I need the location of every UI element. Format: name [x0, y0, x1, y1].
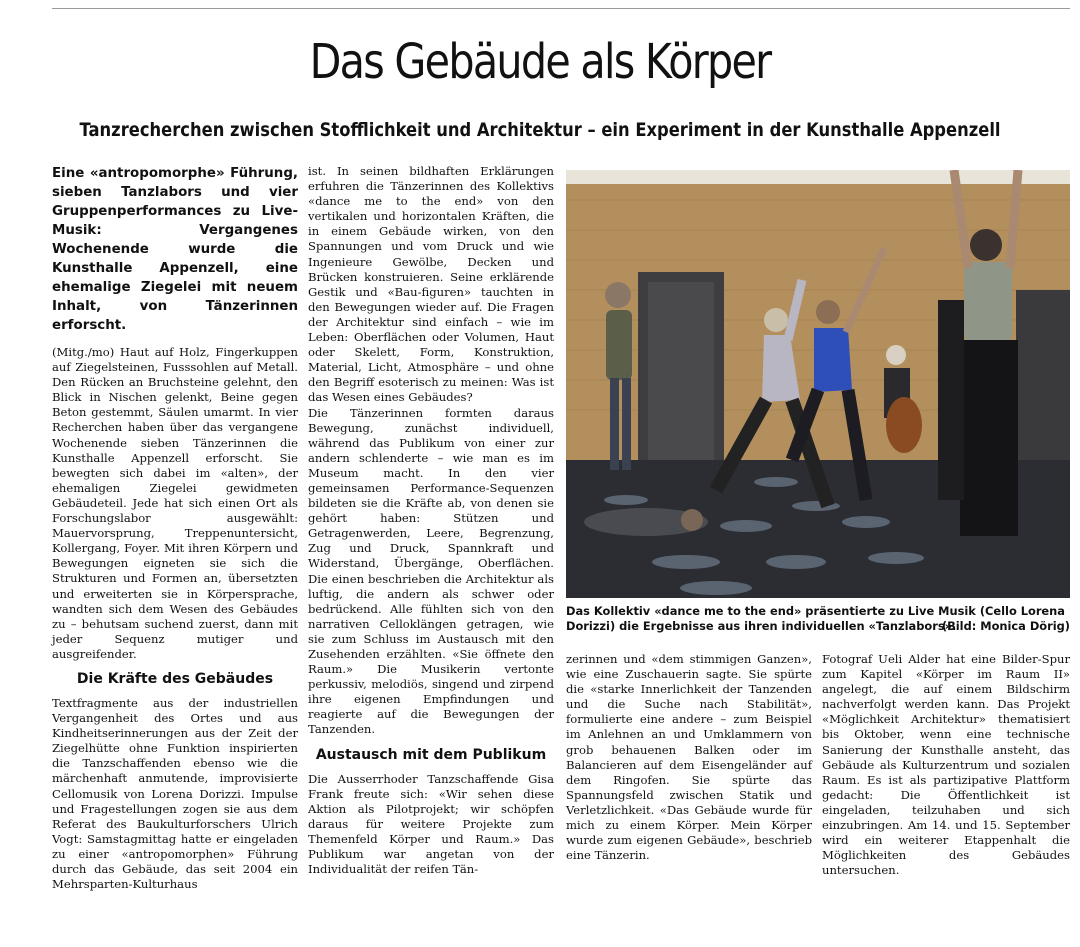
- body-paragraph: Die Tänzerinnen formten daraus Bewegung, zunächst individuell, während das Publikum von einer zur andern schlenderte – wie man es im Museum macht. In den vier gemeinsamen Performance-Sequenzen bildeten sie die Kräfte ab, von denen sie gehört haben: Stützen und Getragenwerden, Leere, Begrenzung, Zug und Druck, Spannkraft und Widerstand, Übergänge, Oberflächen. Die einen beschrieben die Architektur als luftig, die andern als schwer oder bedrückend. Alle fühlten sich von den narrativen Celloklängen getragen, wie sie zum Schluss im Austausch mit den Zusehenden erzählten. «Sie öffnete den Raum.» Die Musikerin vertonte perkussiv, melodiös, singend und zirpend ihre eigenen Empfindungen und reagierte auf die Bewegungen der Tanzenden.: [308, 405, 554, 737]
- subheadline: Tanzrecherchen zwischen Stofflichkeit und Architektur – ein Experiment in der Kunsthalle Appenzell: [79, 119, 1001, 141]
- section-heading: Die Kräfte des Gebäudes: [76, 670, 274, 687]
- dance-photo: [566, 170, 1070, 598]
- top-rule: [52, 8, 1070, 9]
- body-paragraph: (Mitg./mo) Haut auf Holz, Fingerkuppen auf Ziegelsteinen, Fusssohlen auf Metall. Den Rücken an Bruchsteine gelehnt, den Blick in Nischen gelenkt, Beine gegen Beton gestemmt, Säulen umarmt. In vier Recherchen haben über das vergangene Wochenende sieben Tänzerinnen die Kunsthalle Appenzell erforscht. Sie bewegten sich dabei im «alten», der ehemaligen Ziegelei gewidmeten Gebäudeteil. Jede hat sich einen Ort als Forschungslabor ausgewählt: Mauervorsprung, Treppenuntersicht, Kollergang, Foyer. Mit ihren Körpern und Bewegungen eigneten sie sich die Strukturen und Formen an, übersetzten und erweiterten sie in Körpersprache, wandten sich dem Wesen des Gebäudes zu – behutsam suchend zuerst, dann mit jeder Sequenz mutiger und ausgreifender.: [52, 345, 298, 661]
- dance-photo-illustration: [566, 170, 1070, 598]
- body-paragraph: ist. In seinen bildhaften Erklärungen erfuhren die Tänzerinnen des Kollektivs «dance me to the end» von den vertikalen und horizontalen Kräften, die in einem Gebäude wirken, von den Spannungen und vom Druck und wie Ingenieure Gewölbe, Decken und Brücken konstruieren. Seine erklärende Gestik und «Bau-figuren» tauchten in den Bewegungen wieder auf. Die Fragen der Architektur sind einfach – wie im Leben: Oberflächen oder Volumen, Haut oder Skelett, Form, Konstruktion, Material, Licht, Atmosphäre – und ohne den Begriff esoterisch zu meinen: Was ist das Wesen eines Gebäudes?: [308, 164, 554, 405]
- body-paragraph: Textfragmente aus der industriellen Vergangenheit des Ortes und aus Kindheitserinnerungen aus der Zeit der Ziegelhütte ohne Funktion inspirierten die Tanzschaffenden ebenso wie die märchenhaft anmutende, improvisierte Cellomusik von Lorena Dorizzi. Impulse und Fragestellungen zogen sie aus dem Referat des Baukulturforschers Ulrich Vogt: Samstagmittag hatte er eingeladen zu einer «antropomorphen» Führung durch das Gebäude, das seit 2004 ein Mehrsparten-Kulturhaus: [52, 695, 298, 892]
- photo-caption: [566, 604, 1070, 634]
- body-paragraph: Fotograf Ueli Alder hat eine Bilder-Spur zum Kapitel «Körper im Raum II» angelegt, die auf einem Bildschirm nachverfolgt werden kann. Das Projekt «Möglichkeit Architektur» thematisiert bis Oktober, wenn eine technische Sanierung der Kunsthalle ansteht, das Gebäude als Kulturzentrum und sozialen Raum. Es ist als partizipative Plattform gedacht: Die Öffentlichkeit ist eingeladen, teilzuhaben und sich einzubringen. Am 14. und 15. September wird ein weiterer Etappenhalt die Möglichkeiten des Gebäudes untersuchen.: [822, 652, 1070, 878]
- column-2: [308, 164, 554, 877]
- photo-credit: (Bild: Monica Dörig): [941, 619, 1070, 633]
- body-paragraph: Die Ausserrhoder Tanzschaffende Gisa Frank freute sich: «Wir sehen diese Aktion als Pilotprojekt; wir schöpfen daraus für weitere Projekte zum Themenfeld Körper und Raum.» Das Publikum war angetan von der Individualität der reifen Tän-: [308, 771, 554, 877]
- headline: Das Gebäude als Körper: [309, 34, 771, 90]
- section-heading: Austausch mit dem Publikum: [315, 746, 547, 763]
- caption-text: Das Kollektiv «dance me to the end» präsentierte zu Live Musik (Cello Lorena Dorizzi) die Ergebnisse aus ihren individuellen «Tanzlabors».: [566, 604, 1065, 633]
- column-4: [822, 652, 1070, 878]
- lead-paragraph: Eine «antropomorphe» Führung, sieben Tanzlabors und vier Gruppenperformances zu Live-Musik: Vergangenes Wochenende wurde die Kunsthalle Appenzell, eine ehemalige Ziegelei mit neuem Inhalt, von Tänzerinnen erforscht.: [52, 166, 298, 333]
- body-paragraph: zerinnen und «dem stimmigen Ganzen», wie eine Zuschauerin sagte. Sie spürte die «starke Innerlichkeit der Tanzenden und die Suche nach Stabilität», formulierte eine andere – zum Beispiel im Anlehnen an und Umklammern von grob behauenen Balken oder im Balancieren auf dem Eisengeländer auf dem Ringofen. Sie spürte das Spannungsfeld zwischen Statik und Verletzlichkeit. «Das Gebäude wurde für mich zu einem Körper. Mein Körper wurde zum eigenen Gebäude», beschrieb eine Tänzerin.: [566, 652, 812, 863]
- column-1: [52, 164, 298, 892]
- column-3: [566, 652, 812, 863]
